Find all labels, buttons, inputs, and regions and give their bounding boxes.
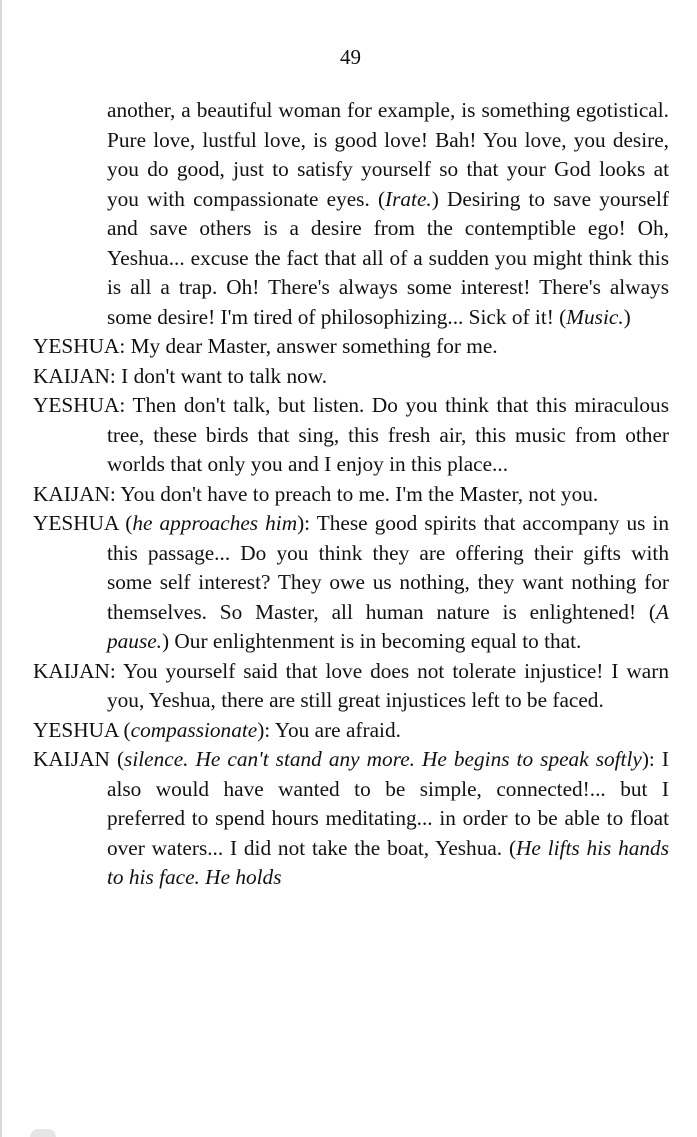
dialogue-line — [33, 480, 669, 510]
speaker-name: KAIJAN: — [33, 658, 116, 683]
dialogue-line — [33, 716, 669, 746]
speaker-name: YESHUA — [33, 717, 119, 742]
speaker-name: KAIJAN: — [33, 481, 116, 506]
dialogue-line — [33, 745, 669, 893]
speaker-name: YESHUA — [33, 511, 119, 535]
spoken-text: ) Desiring to save yourself and save others is a desire from the contemptible ego! Oh, Yeshua... excuse the fact that all of a sudden you might think this is all a trap. Oh! There's always some interest! There's always some desire! I'm tired of philosophizing... Sick of it! ( — [107, 186, 669, 329]
spoken-text: ( — [118, 717, 131, 742]
dialogue-line — [33, 362, 669, 392]
spoken-text: another, a beautiful woman for example, is something egotistical. Pure love, lustful love, is good love! Bah! You love, you desire, you do good, just to satisfy yourself so that your God looks at you with compassionate eyes. ( — [107, 98, 669, 211]
dialogue-line — [33, 509, 669, 657]
spoken-text: You don't have to preach to me. I'm the Master, not you. — [115, 481, 599, 506]
spoken-text: ( — [109, 747, 125, 771]
stage-direction: Irate. — [385, 186, 432, 211]
page-number: 49 — [340, 45, 361, 69]
spoken-text: My dear Master, answer something for me. — [125, 334, 498, 358]
dialogue-line — [33, 657, 669, 716]
page-corner-mark — [30, 1129, 56, 1137]
speaker-name: YESHUA: — [33, 393, 126, 417]
spoken-text: ): You are afraid. — [257, 717, 401, 742]
dialogue-line — [33, 391, 669, 480]
stage-direction: Music. — [566, 304, 624, 329]
stage-direction: He lifts his hands to his face. He holds — [107, 835, 669, 889]
spoken-text: ( — [118, 511, 133, 535]
spoken-text: Then don't talk, but listen. Do you think that this miraculous tree, these birds that sing, this fresh air, this music from other worlds that only you and I enjoy in this place... — [107, 393, 669, 476]
dialogue-line — [33, 332, 669, 362]
speaker-name: KAIJAN — [33, 747, 110, 771]
spoken-text: ): I also would have wanted to be simple, connected!... but I preferred to spend hours meditating... in order to be able to float over waters... I did not take the boat, Yeshua. ( — [107, 747, 669, 860]
speaker-name: YESHUA: — [33, 334, 126, 358]
stage-direction: A pause. — [107, 599, 669, 653]
spoken-text: ) Our enlightenment is in becoming equal to that. — [162, 629, 582, 653]
dialogue-text — [33, 96, 669, 893]
stage-direction: compassionate — [130, 717, 258, 742]
speaker-name: KAIJAN: — [33, 363, 116, 388]
spoken-text: I don't want to talk now. — [115, 363, 328, 388]
stage-direction: he approaches him — [132, 511, 298, 535]
stage-direction: silence. He can't stand any more. He begins to speak softly — [124, 747, 642, 771]
spoken-text: ) — [623, 304, 631, 329]
spoken-text: ): These good spirits that accompany us in this passage... Do you think they are offering their gifts with some self interest? They owe us nothing, they want nothing for themselves. So Master, all human nature is enlightened! ( — [107, 511, 670, 624]
continued-paragraph — [33, 96, 669, 332]
spoken-text: You yourself said that love does not tolerate injustice! I warn you, Yeshua, there are still great injustices left to be faced. — [107, 658, 669, 712]
